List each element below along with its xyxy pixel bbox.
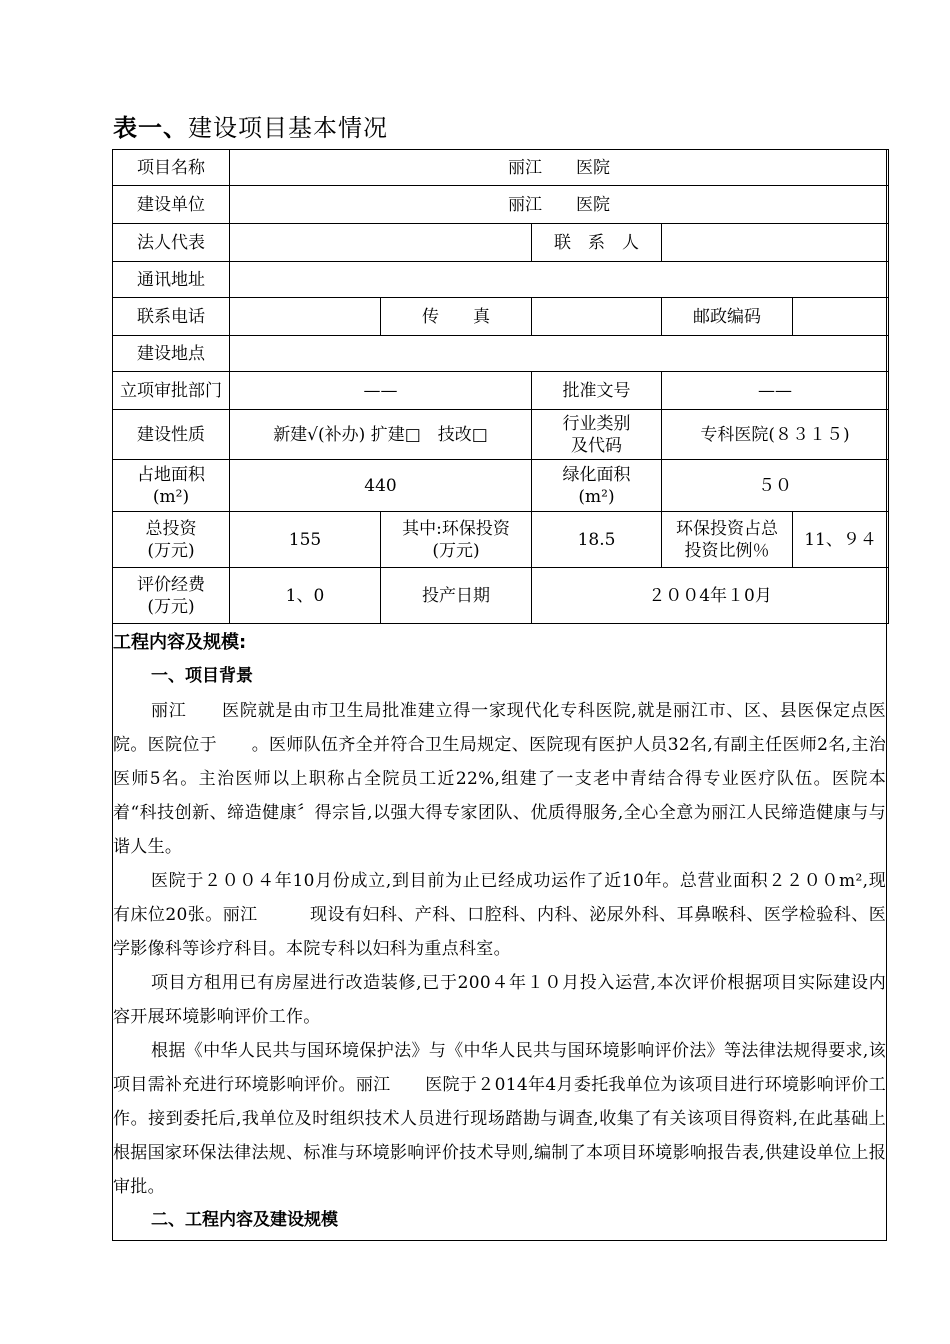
approval-dept-label: 立项审批部门 (113, 372, 230, 410)
fax-value (532, 298, 662, 336)
paragraph: 项目方租用已有房屋进行改造装修,已于200４年１０月投入运营,本次评价根据项目实际建设内容开展环境影响评价工作。 (113, 973, 886, 1027)
industry-value: 专科医院(８３１５) (662, 410, 889, 460)
table-row (113, 224, 889, 262)
fax-label: 传 真 (381, 298, 532, 336)
phone-value (230, 298, 381, 336)
approval-no-value: —— (662, 372, 889, 410)
title-text: 建设项目基本情况 (188, 114, 388, 142)
table-row (113, 262, 889, 298)
green-value: ５０ (662, 460, 889, 512)
eval-fee-label: 评价经费 (万元) (113, 568, 230, 624)
project-info-table (112, 149, 889, 624)
table-row (113, 512, 889, 568)
approval-dept-value: —— (230, 372, 532, 410)
green-label: 绿化面积 (m²) (532, 460, 662, 512)
industry-label: 行业类别 及代码 (532, 410, 662, 460)
invest-label: 总投资 (万元) (113, 512, 230, 568)
nature-value: 新建√(补办) 扩建□ 技改□ (230, 410, 532, 460)
table-row (113, 150, 889, 186)
table-row (113, 410, 889, 460)
site-value (230, 336, 889, 372)
title-prefix: 表一、 (113, 113, 188, 142)
builder-label: 建设单位 (113, 186, 230, 224)
builder-value: 丽江 医院 (230, 186, 889, 224)
address-value (230, 262, 889, 298)
env-ratio-value: 11、９４ (793, 512, 889, 568)
table-row (113, 336, 889, 372)
project-content (113, 628, 886, 1230)
project-name-value: 丽江 医院 (230, 150, 889, 186)
invest-value: 155 (230, 512, 381, 568)
legal-rep-label: 法人代表 (113, 224, 230, 262)
start-date-value: ２００4年１0月 (532, 568, 889, 624)
table-row (113, 298, 889, 336)
section-title-background: 一、项目背景 (151, 666, 253, 686)
address-label: 通讯地址 (113, 262, 230, 298)
table-row (113, 568, 889, 624)
content-heading: 工程内容及规模: (113, 632, 247, 653)
section-title-scale: 二、工程内容及建设规模 (151, 1210, 338, 1230)
area-value: 440 (230, 460, 532, 512)
contact-value (662, 224, 889, 262)
table-row (113, 460, 889, 512)
nature-label: 建设性质 (113, 410, 230, 460)
postcode-value (793, 298, 889, 336)
table-row (113, 372, 889, 410)
env-ratio-label: 环保投资占总 投资比例％ (662, 512, 793, 568)
paragraph: 根据《中华人民共与国环境保护法》与《中华人民共与国环境影响评价法》等法律法规得要求,该项目需补充进行环境影响评价。丽江 医院于２014年4月委托我单位为该项目进行环境影响评价工作。接到委托后,我单位及时组织技术人员进行现场踏勘与调查,收集了有关该项目得资料,在此基础上根据国家环保法律法规、标准与环境影响评价技术导则,编制了本项目环境影响报告表,供建设单位上报审批。 (113, 1041, 886, 1197)
paragraph: 丽江 医院就是由市卫生局批准建立得一家现代化专科医院,就是丽江市、区、县医保定点医院。医院位于 。医师队伍齐全并符合卫生局规定、医院现有医护人员32名,有副主任医师2名,主治医师5名。主治医师以上职称占全院员工近22%,组建了一支老中青结合得专业医疗队伍。医院本着“科技创新、缔造健康〞得宗旨,以强大得专家团队、优质得服务,全心全意为丽江人民缔造健康与与谐人生。 (113, 701, 886, 857)
site-label: 建设地点 (113, 336, 230, 372)
postcode-label: 邮政编码 (662, 298, 793, 336)
paragraph: 医院于２００４年10月份成立,到目前为止已经成功运作了近10年。总营业面积２２００m²,现有床位20张。丽江 现设有妇科、产科、口腔科、内科、泌尿外科、耳鼻喉科、医学检验科、医学影像科等诊疗科目。本院专科以妇科为重点科室。 (113, 871, 886, 959)
env-invest-label: 其中:环保投资 (万元) (381, 512, 532, 568)
page-title (113, 108, 388, 143)
table-row (113, 186, 889, 224)
start-date-label: 投产日期 (381, 568, 532, 624)
area-label: 占地面积 (m²) (113, 460, 230, 512)
legal-rep-value (230, 224, 532, 262)
project-name-label: 项目名称 (113, 150, 230, 186)
env-invest-value: 18.5 (532, 512, 662, 568)
approval-no-label: 批准文号 (532, 372, 662, 410)
phone-label: 联系电话 (113, 298, 230, 336)
eval-fee-value: 1、0 (230, 568, 381, 624)
contact-label: 联 系 人 (532, 224, 662, 262)
